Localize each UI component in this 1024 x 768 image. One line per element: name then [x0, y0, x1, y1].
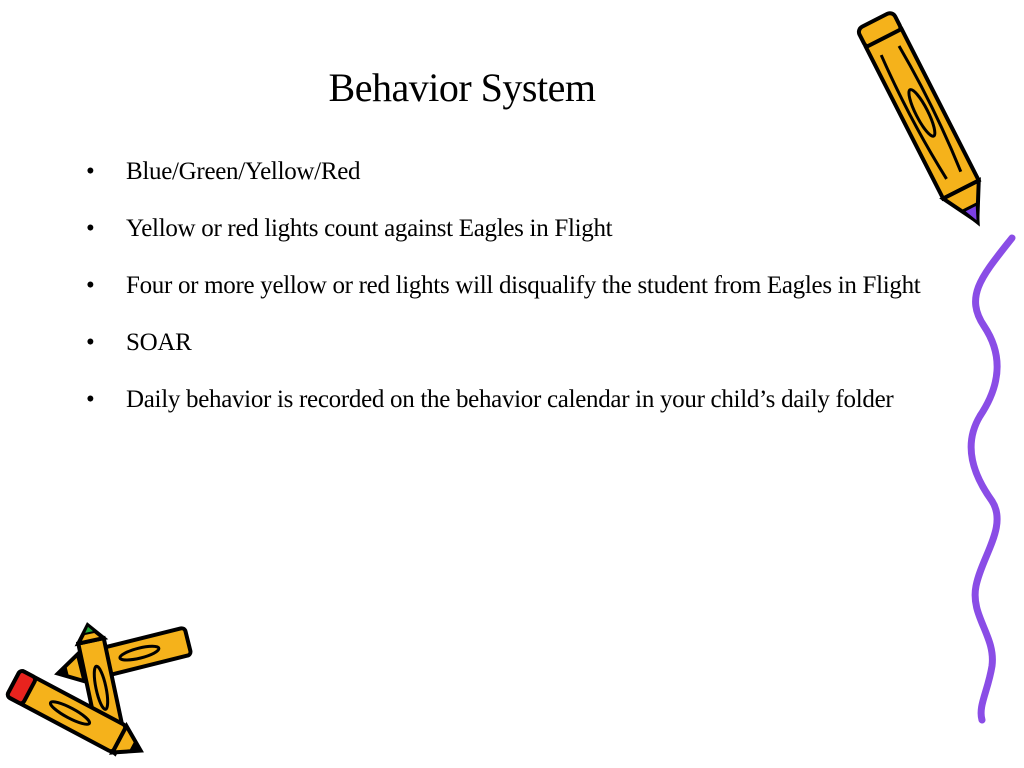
bullet-item [86, 148, 926, 196]
crossed-pencils-icon [0, 618, 210, 758]
pencil-icon [850, 0, 1010, 250]
slide-title: Behavior System [328, 65, 596, 110]
bullet-item [86, 376, 926, 424]
bullet-list [86, 148, 926, 433]
bullet-marker: • [86, 158, 95, 185]
bullet-marker: • [86, 215, 95, 242]
bullet-item [86, 205, 926, 253]
bullet-text: Four or more yellow or red lights will disqualify the student from Eagles in Flight [126, 272, 921, 299]
bullet-item [86, 262, 926, 310]
wavy-line-decoration [962, 236, 1024, 722]
bullet-text: SOAR [126, 329, 192, 356]
bullet-text: Yellow or red lights count against Eagles in Flight [126, 215, 613, 242]
bullet-marker: • [86, 386, 95, 413]
bullet-marker: • [86, 329, 95, 356]
bullet-text: Blue/Green/Yellow/Red [126, 158, 361, 185]
bullet-item [86, 319, 926, 367]
bullet-marker: • [86, 272, 95, 299]
bullet-text: Daily behavior is recorded on the behavior calendar in your child’s daily folder [126, 386, 894, 413]
